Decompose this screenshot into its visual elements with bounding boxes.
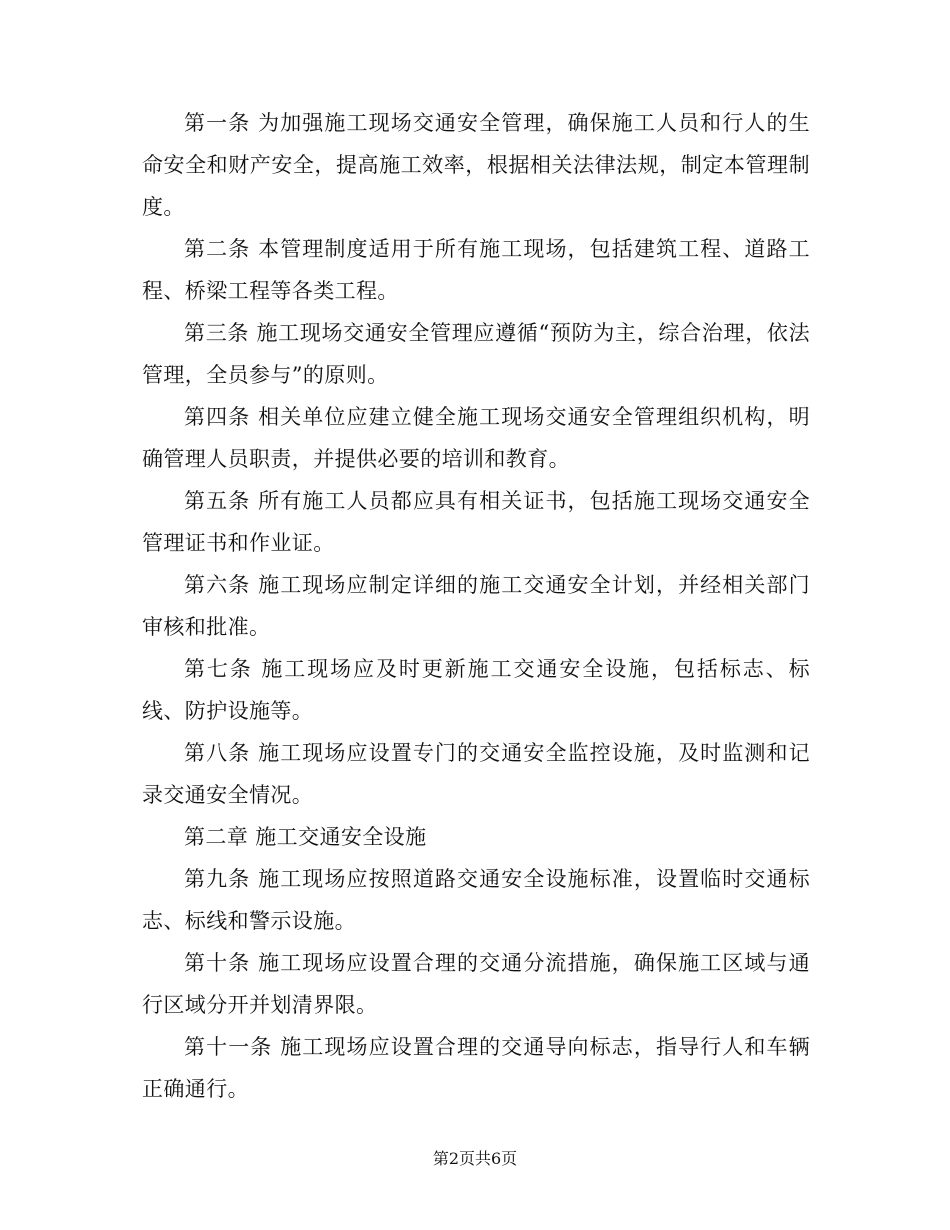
chapter-2-heading: 第二章 施工交通安全设施 — [184, 825, 427, 849]
article-11: 第十一条 施工现场应设置合理的交通导向标志，指导行人和车辆正确通行。 — [142, 1035, 810, 1101]
article-3: 第三条 施工现场交通安全管理应遵循“预防为主，综合治理，依法管理，全员参与”的原则。 — [142, 321, 810, 387]
article-8: 第八条 施工现场应设置专门的交通安全监控设施，及时监测和记录交通安全情况。 — [142, 741, 810, 807]
article-9: 第九条 施工现场应按照道路交通安全设施标准，设置临时交通标志、标线和警示设施。 — [142, 867, 810, 933]
article-4: 第四条 相关单位应建立健全施工现场交通安全管理组织机构，明确管理人员职责，并提供必要的培训和教育。 — [142, 405, 810, 471]
document-body — [142, 102, 810, 1110]
article-7: 第七条 施工现场应及时更新施工交通安全设施，包括标志、标线、防护设施等。 — [142, 657, 810, 723]
page-number: 第2页共6页 — [432, 1149, 518, 1168]
article-2: 第二条 本管理制度适用于所有施工现场，包括建筑工程、道路工程、桥梁工程等各类工程。 — [142, 237, 810, 303]
article-6: 第六条 施工现场应制定详细的施工交通安全计划，并经相关部门审核和批准。 — [142, 573, 810, 639]
article-10: 第十条 施工现场应设置合理的交通分流措施，确保施工区域与通行区域分开并划清界限。 — [142, 951, 810, 1017]
article-1: 第一条 为加强施工现场交通安全管理，确保施工人员和行人的生命安全和财产安全，提高施工效率，根据相关法律法规，制定本管理制度。 — [142, 111, 810, 219]
article-5: 第五条 所有施工人员都应具有相关证书，包括施工现场交通安全管理证书和作业证。 — [142, 489, 810, 555]
